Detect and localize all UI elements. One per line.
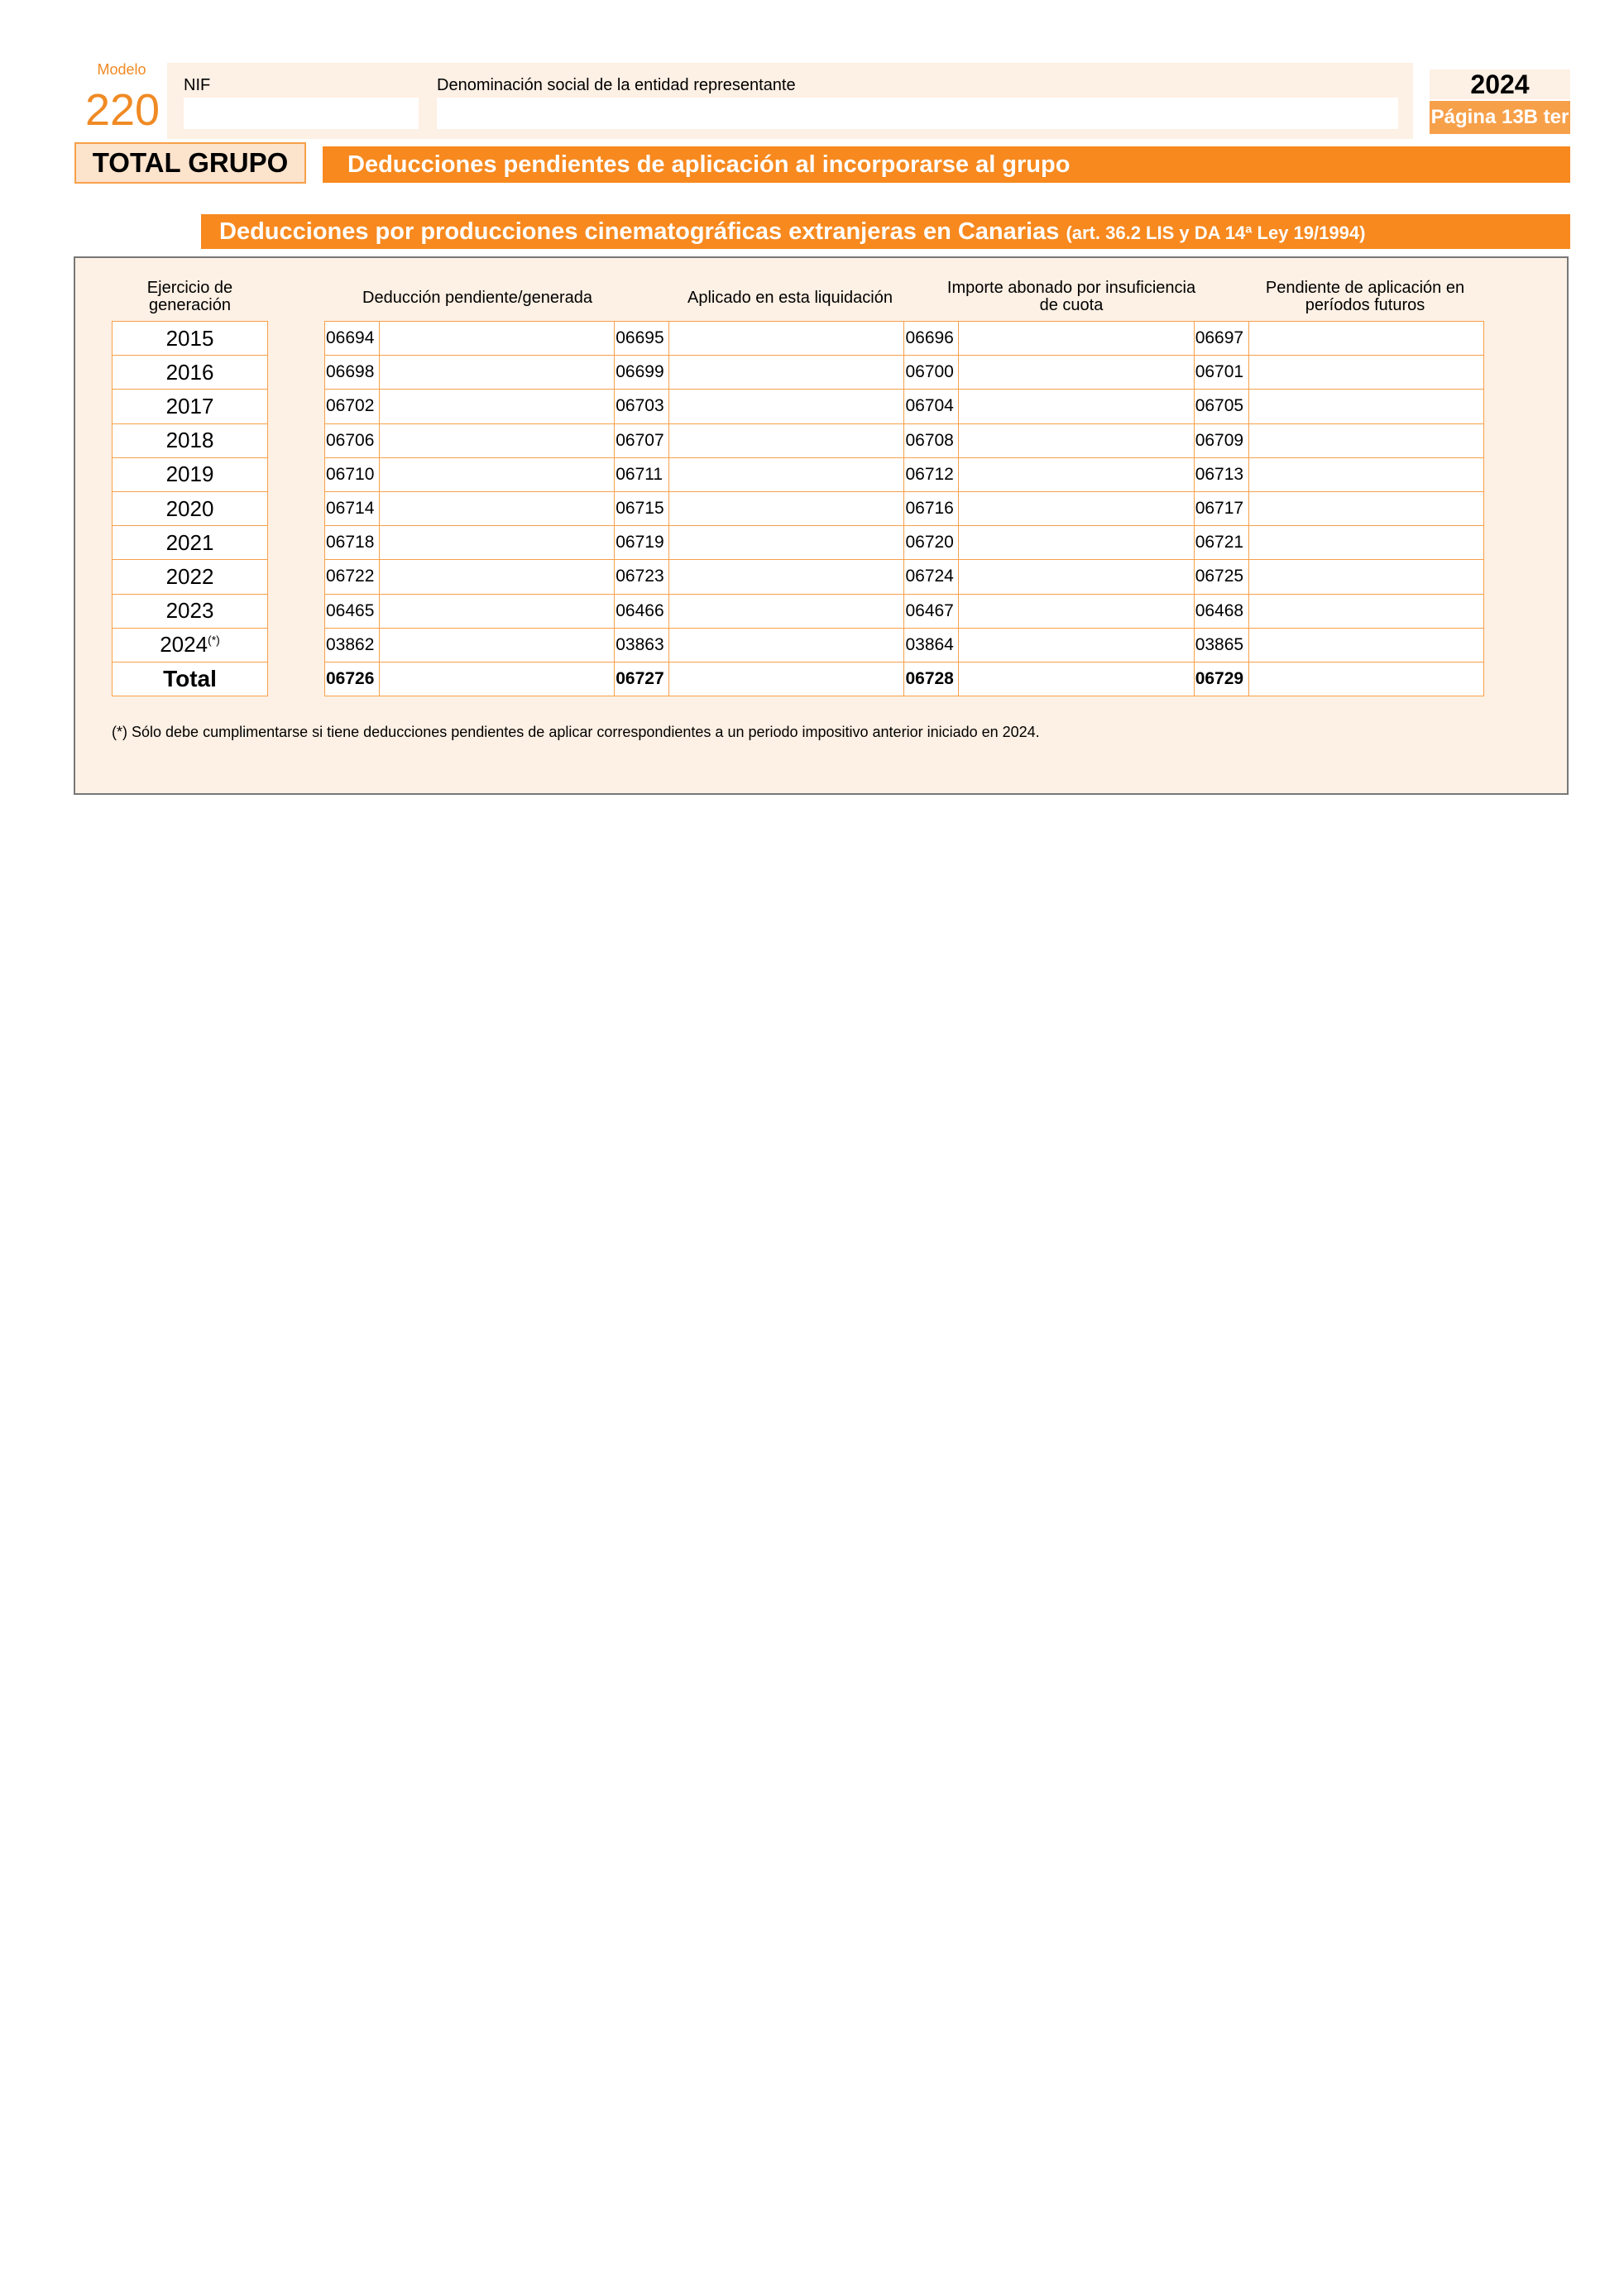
denominacion-input[interactable]	[437, 98, 1398, 129]
deduction-row	[325, 526, 1484, 560]
box-code: 06712	[904, 457, 959, 491]
deduction-row	[325, 491, 1484, 525]
amount-field[interactable]	[379, 526, 614, 560]
deduction-row	[325, 423, 1484, 457]
year-row	[113, 423, 268, 457]
deduction-row-total	[325, 662, 1484, 696]
box-code: 06707	[615, 423, 669, 457]
deduction-row	[325, 560, 1484, 594]
box-code: 06729	[1194, 662, 1248, 696]
col-header-pendiente-line2: períodos futuros	[1305, 296, 1425, 314]
amount-field[interactable]	[1248, 423, 1483, 457]
amount-field[interactable]	[669, 423, 904, 457]
amount-field[interactable]	[959, 423, 1194, 457]
col-header-importe-line1: Importe abonado por insuficiencia	[946, 279, 1196, 297]
box-code: 06722	[325, 560, 380, 594]
box-code: 06711	[615, 457, 669, 491]
box-code: 06723	[615, 560, 669, 594]
amount-field[interactable]	[379, 322, 614, 356]
box-code: 06718	[325, 526, 380, 560]
year-row	[113, 491, 268, 525]
year-row	[113, 560, 268, 594]
main-title: Deducciones pendientes de aplicación al incorporarse al grupo	[323, 146, 1570, 183]
col-header-pendiente-line1: Pendiente de aplicación en	[1265, 279, 1465, 297]
deduction-row	[325, 390, 1484, 423]
box-code: 06709	[1194, 423, 1248, 457]
year-label: 2015	[165, 325, 214, 351]
year-label: 2024	[160, 632, 208, 658]
box-code: 06705	[1194, 390, 1248, 423]
box-code: 06698	[325, 356, 380, 390]
amount-field[interactable]	[959, 662, 1194, 696]
amount-field[interactable]	[1248, 390, 1483, 423]
deductions-table	[324, 321, 1484, 696]
box-code: 06727	[615, 662, 669, 696]
box-code: 06466	[615, 594, 669, 628]
box-code: 06715	[615, 491, 669, 525]
col-header-year-line2: generación	[149, 296, 231, 314]
years-table	[112, 321, 268, 696]
year-cell	[113, 322, 268, 356]
modelo-label: Modelo	[97, 61, 146, 78]
deduction-row	[325, 628, 1484, 662]
box-code: 06713	[1194, 457, 1248, 491]
amount-field[interactable]	[959, 594, 1194, 628]
denominacion-label: Denominación social de la entidad representante	[437, 76, 796, 94]
year-label: 2018	[165, 428, 214, 453]
total-grupo-label: TOTAL GRUPO	[74, 142, 306, 184]
amount-field[interactable]	[669, 594, 904, 628]
amount-field[interactable]	[959, 457, 1194, 491]
amount-field[interactable]	[1248, 491, 1483, 525]
amount-field[interactable]	[959, 526, 1194, 560]
box-code: 06695	[615, 322, 669, 356]
box-code: 06700	[904, 356, 959, 390]
box-code: 06704	[904, 390, 959, 423]
deduction-row	[325, 356, 1484, 390]
amount-field[interactable]	[379, 491, 614, 525]
year-cell	[113, 457, 268, 491]
box-code: 06720	[904, 526, 959, 560]
year-cell	[113, 390, 268, 423]
box-code: 06697	[1194, 322, 1248, 356]
col-header-importe-line2: de cuota	[1039, 296, 1104, 314]
box-code: 06706	[325, 423, 380, 457]
box-code: 03862	[325, 628, 380, 662]
col-header-pendiente	[1224, 280, 1506, 314]
amount-field[interactable]	[1248, 628, 1483, 662]
amount-field[interactable]	[1248, 356, 1483, 390]
amount-field[interactable]	[379, 594, 614, 628]
deduction-row	[325, 457, 1484, 491]
year-row	[113, 457, 268, 491]
col-header-aplicado: Aplicado en esta liquidación	[687, 289, 893, 307]
amount-field[interactable]	[1248, 457, 1483, 491]
box-code: 06719	[615, 526, 669, 560]
section-title-text: Deducciones por producciones cinematográficas extranjeras en Canarias	[219, 218, 1060, 245]
modelo-number: 220	[84, 85, 160, 135]
year-row	[113, 322, 268, 356]
amount-field[interactable]	[669, 560, 904, 594]
year-cell	[113, 594, 268, 628]
col-header-year-line1: Ejercicio de	[146, 279, 233, 297]
amount-field[interactable]	[959, 628, 1194, 662]
box-code: 06717	[1194, 491, 1248, 525]
box-code: 06716	[904, 491, 959, 525]
amount-field[interactable]	[379, 457, 614, 491]
year-cell	[113, 560, 268, 594]
amount-field[interactable]	[1248, 594, 1483, 628]
year-label: 2016	[165, 359, 214, 385]
amount-field[interactable]	[1248, 526, 1483, 560]
box-code: 06468	[1194, 594, 1248, 628]
amount-field[interactable]	[669, 390, 904, 423]
year-badge: 2024	[1430, 69, 1570, 99]
amount-field[interactable]	[379, 356, 614, 390]
box-code: 06725	[1194, 560, 1248, 594]
amount-field[interactable]	[669, 356, 904, 390]
amount-field[interactable]	[669, 457, 904, 491]
year-label: 2020	[165, 495, 214, 521]
amount-field[interactable]	[379, 390, 614, 423]
amount-field[interactable]	[379, 628, 614, 662]
year-label: 2023	[165, 598, 214, 624]
col-header-deduccion: Deducción pendiente/generada	[362, 289, 592, 307]
year-footnote-mark: (*)	[208, 633, 220, 647]
year-label: 2019	[165, 462, 214, 487]
amount-field[interactable]	[379, 560, 614, 594]
box-code: 03864	[904, 628, 959, 662]
amount-field[interactable]	[669, 628, 904, 662]
nif-label: NIF	[184, 76, 211, 94]
col-header-importe	[918, 280, 1224, 314]
year-row	[113, 356, 268, 390]
box-code: 06708	[904, 423, 959, 457]
box-code: 06710	[325, 457, 380, 491]
box-code: 03865	[1194, 628, 1248, 662]
year-cell	[113, 491, 268, 525]
section-title	[201, 214, 1570, 249]
section-reference: (art. 36.2 LIS y DA 14ª Ley 19/1994)	[1066, 222, 1366, 243]
col-header-year	[112, 280, 268, 314]
page-badge: Página 13B ter	[1430, 101, 1570, 134]
amount-field[interactable]	[959, 491, 1194, 525]
year-row	[113, 526, 268, 560]
amount-field[interactable]	[669, 322, 904, 356]
box-code: 06702	[325, 390, 380, 423]
amount-field[interactable]	[959, 356, 1194, 390]
box-code: 06694	[325, 322, 380, 356]
year-cell	[113, 423, 268, 457]
amount-field[interactable]	[1248, 322, 1483, 356]
total-label: Total	[113, 662, 268, 696]
box-code: 06699	[615, 356, 669, 390]
amount-field[interactable]	[1248, 560, 1483, 594]
box-code: 06728	[904, 662, 959, 696]
year-label: 2017	[165, 393, 214, 419]
year-label: 2021	[165, 529, 214, 555]
amount-field[interactable]	[669, 526, 904, 560]
year-cell	[113, 356, 268, 390]
box-code: 03863	[615, 628, 669, 662]
year-label: 2022	[165, 563, 214, 589]
amount-field[interactable]	[379, 662, 614, 696]
box-code: 06467	[904, 594, 959, 628]
amount-field[interactable]	[1248, 662, 1483, 696]
year-row-total	[113, 662, 268, 696]
amount-field[interactable]	[959, 560, 1194, 594]
box-code: 06701	[1194, 356, 1248, 390]
amount-field[interactable]	[669, 491, 904, 525]
year-row	[113, 390, 268, 423]
amount-field[interactable]	[669, 662, 904, 696]
deduction-row	[325, 322, 1484, 356]
nif-input[interactable]	[184, 98, 419, 129]
year-row	[113, 628, 268, 662]
amount-field[interactable]	[959, 390, 1194, 423]
footnote: (*) Sólo debe cumplimentarse si tiene deducciones pendientes de aplicar correspondientes a un periodo impositivo anterior iniciado en 2024.	[112, 724, 1040, 740]
year-row	[113, 594, 268, 628]
deduction-row	[325, 594, 1484, 628]
amount-field[interactable]	[959, 322, 1194, 356]
amount-field[interactable]	[379, 423, 614, 457]
box-code: 06703	[615, 390, 669, 423]
box-code: 06724	[904, 560, 959, 594]
box-code: 06714	[325, 491, 380, 525]
box-code: 06726	[325, 662, 380, 696]
box-code: 06721	[1194, 526, 1248, 560]
box-code: 06696	[904, 322, 959, 356]
year-cell	[113, 628, 268, 662]
year-cell	[113, 526, 268, 560]
box-code: 06465	[325, 594, 380, 628]
